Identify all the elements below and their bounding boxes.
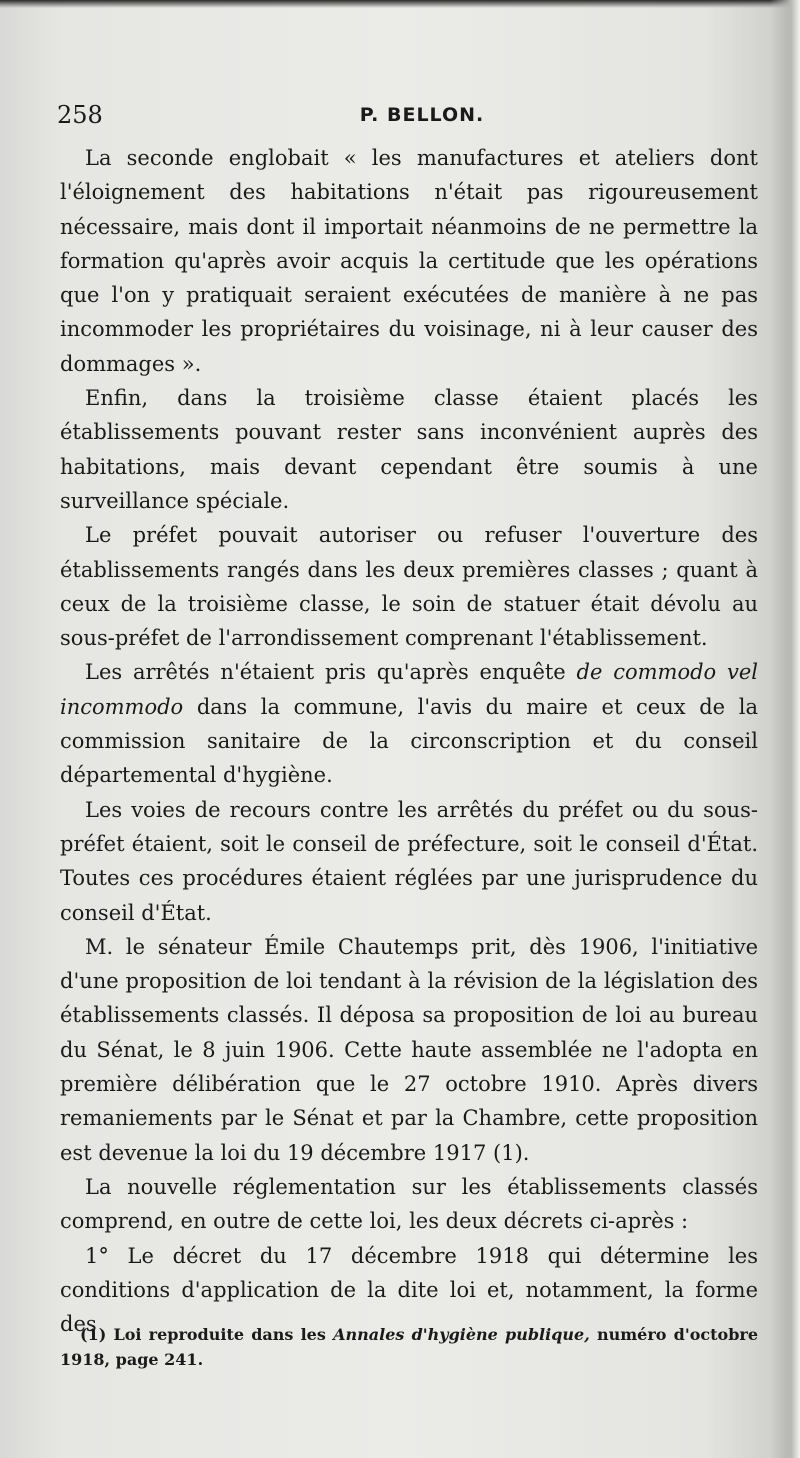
- paragraph-7: La nouvelle réglementation sur les établissements classés comprend, en outre de cette loi, les deux décrets ci-après :: [60, 1174, 758, 1234]
- paragraph-1: La seconde englobait « les manufactures et ateliers dont l'éloignement des habitations n'était pas rigoureusement nécessaire, mais dont il importait néanmoins de ne permettre la formation qu'après avoir acquis la certitude que les opérations que l'on y pratiquait seraient exécutées de manière à ne pas incommoder les propriétaires du voisinage, ni à leur causer des dommages ».: [60, 146, 758, 376]
- footnote-text: [60, 1322, 758, 1372]
- paragraph-5: Les voies de recours contre les arrêtés du préfet ou du sous-préfet étaient, soit le conseil de préfecture, soit le conseil d'État. Toutes ces procédures étaient réglées par une jurisprudence du conseil d'État.: [60, 797, 758, 925]
- footnote-end: numéro d'octobre 1918, page 241.: [60, 1325, 759, 1369]
- paragraph-8: 1° Le décret du 17 décembre 1918 qui détermine les conditions d'application de la dite loi et, notamment, la forme des: [60, 1243, 758, 1337]
- page-header: [57, 100, 757, 130]
- footnote-start: (1) Loi reproduite dans les: [80, 1325, 334, 1344]
- journal-title: Annales d'hygiène publique,: [333, 1325, 590, 1344]
- latin-phrase: de commodo vel incommodo: [60, 660, 758, 719]
- paragraph-4-start: Les arrêtés n'étaient pris qu'après enquête: [85, 660, 577, 685]
- page-right-edge: [770, 0, 800, 1458]
- paragraph-2: Enfin, dans la troisième classe étaient placés les établissements pouvant rester sans inconvénient auprès des habitations, mais devant cependant être soumis à une surveillance spéciale.: [60, 386, 758, 513]
- page-top-edge: [0, 0, 800, 8]
- paragraph-4: [60, 655, 758, 792]
- paragraph-4-end: dans la commune, l'avis du maire et ceux de la commission sanitaire de la circonscription et du conseil départemental d'hygiène.: [60, 694, 758, 788]
- paragraph-6: M. le sénateur Émile Chautemps prit, dès 1906, l'initiative d'une proposition de loi tendant à la révision de la législation des établissements classés. Il déposa sa proposition de loi au bureau du Sénat, le 8 juin 1906. Cette haute assemblée ne l'adopta en première délibération que le 27 octobre 1910. Après divers remaniements par le Sénat et par la Chambre, cette proposition est devenue la loi du 19 décembre 1917 (1).: [60, 934, 758, 1165]
- body-text: [60, 141, 758, 1341]
- paragraph-3: Le préfet pouvait autoriser ou refuser l'ouverture des établissements rangés dans les deux premières classes ; quant à ceux de la troisième classe, le soin de statuer était dévolu au sous-préfet de l'arrondissement comprenant l'établissement.: [60, 523, 758, 651]
- page-number: 258: [57, 101, 103, 129]
- running-head: P. BELLON.: [359, 104, 485, 126]
- footnote: [60, 1322, 758, 1372]
